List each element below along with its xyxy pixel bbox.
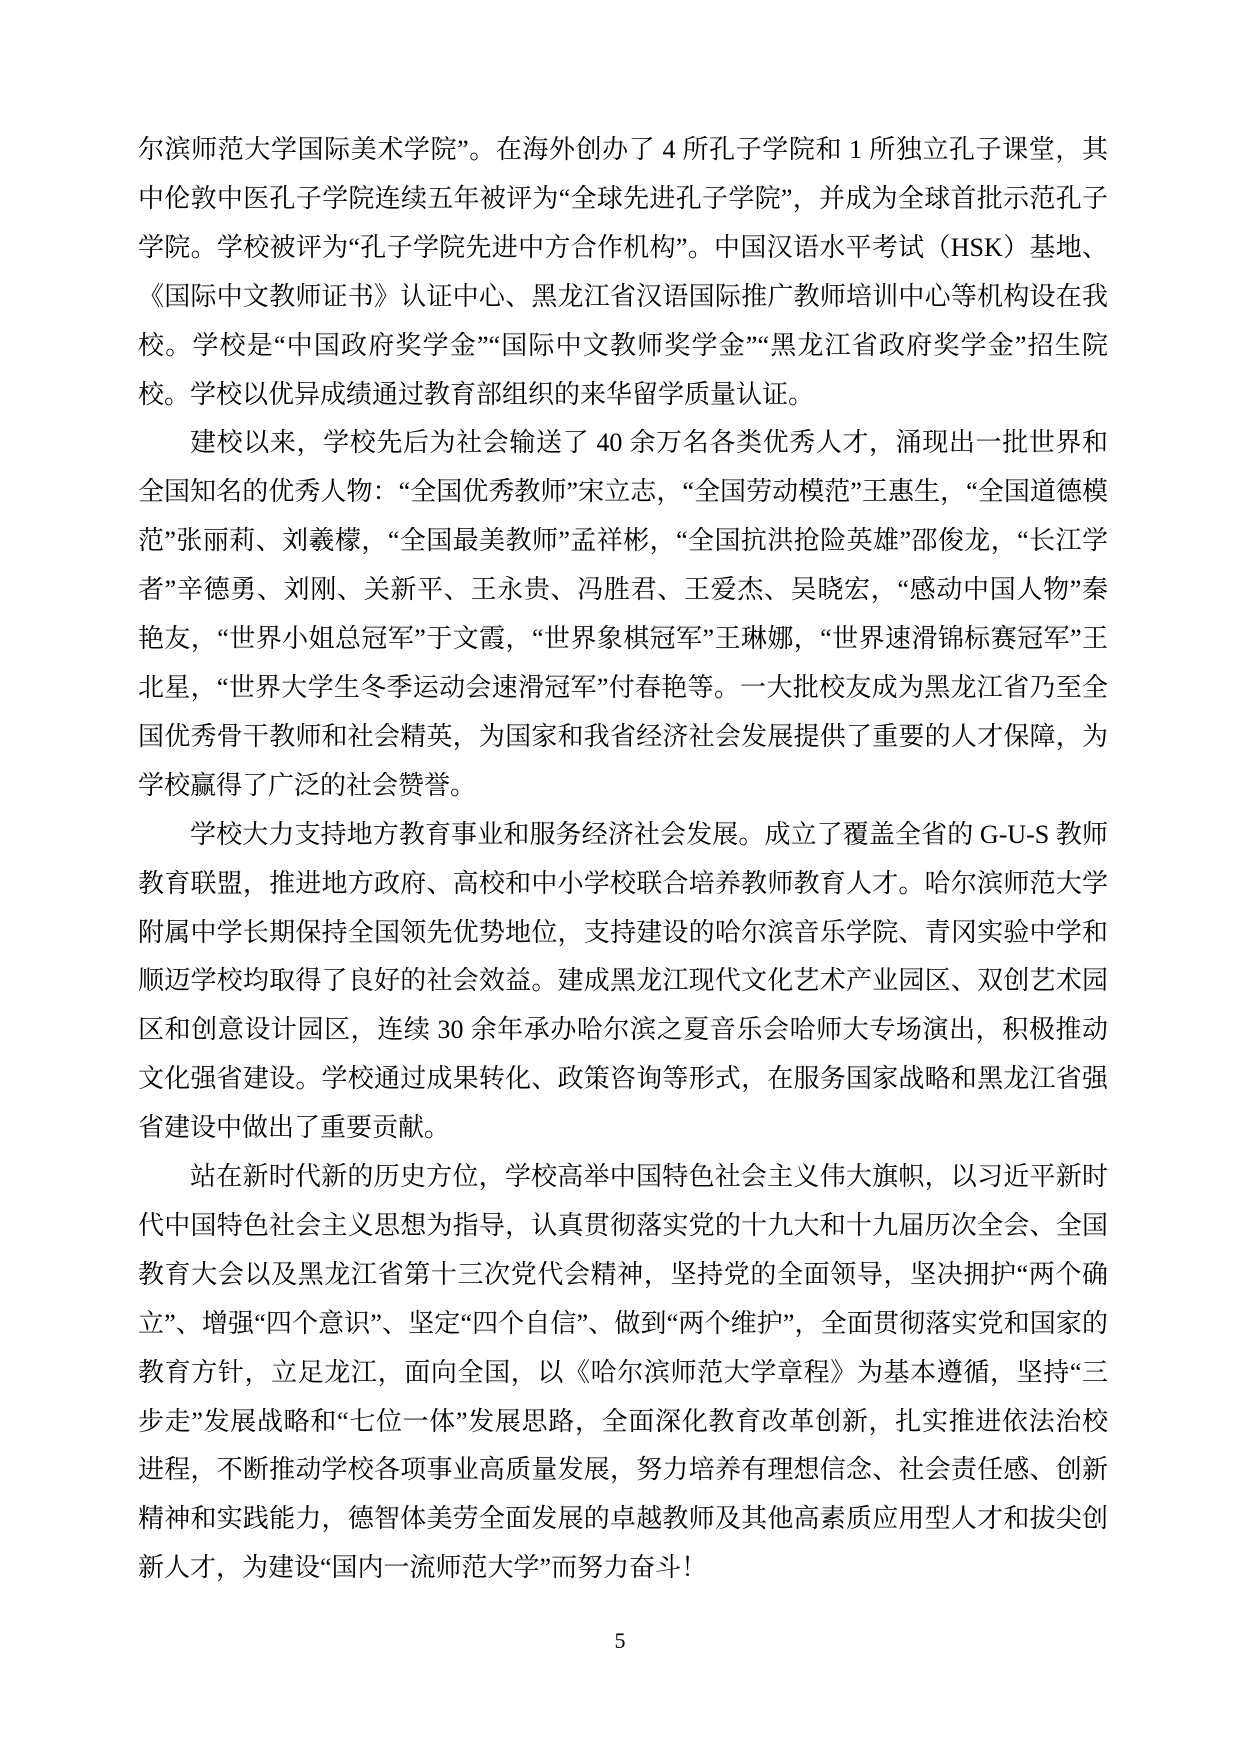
document-body [138,126,1108,1593]
paragraph-2: 建校以来，学校先后为社会输送了 40 余万名各类优秀人才，涌现出一批世界和全国知名的优秀人物：“全国优秀教师”宋立志，“全国劳动模范”王惠生，“全国道德模范”张丽莉、刘羲檬，“全国最美教师”孟祥彬，“全国抗洪抢险英雄”邵俊龙，“长江学者”辛德勇、刘刚、关新平、王永贵、冯胜君、王爱杰、吴晓宏，“感动中国人物”秦艳友，“世界小姐总冠军”于文霞，“世界象棋冠军”王琳娜，“世界速滑锦标赛冠军”王北星，“世界大学生冬季运动会速滑冠军”付春艳等。一大批校友成为黑龙江省乃至全国优秀骨干教师和社会精英，为国家和我省经济社会发展提供了重要的人才保障，为学校赢得了广泛的社会赞誉。 [138,428,1108,800]
page-number: 5 [614,1628,626,1653]
paragraph-1: 尔滨师范大学国际美术学院”。在海外创办了 4 所孔子学院和 1 所独立孔子课堂，其中伦敦中医孔子学院连续五年被评为“全球先进孔子学院”，并成为全球首批示范孔子学院。学校被评为“孔子学院先进中方合作机构”。中国汉语水平考试（HSK）基地、《国际中文教师证书》认证中心、黑龙江省汉语国际推广教师培训中心等机构设在我校。学校是“中国政府奖学金”“国际中文教师奖学金”“黑龙江省政府奖学金”招生院校。学校以优异成绩通过教育部组织的来华留学质量认证。 [138,135,1109,409]
paragraph-3: 学校大力支持地方教育事业和服务经济社会发展。成立了覆盖全省的 G-U-S 教师教育联盟，推进地方政府、高校和中小学校联合培养教师教育人才。哈尔滨师范大学附属中学长期保持全国领先优势地位，支持建设的哈尔滨音乐学院、青冈实验中学和顺迈学校均取得了良好的社会效益。建成黑龙江现代文化艺术产业园区、双创艺术园区和创意设计园区，连续 30 余年承办哈尔滨之夏音乐会哈师大专场演出，积极推动文化强省建设。学校通过成果转化、政策咨询等形式，在服务国家战略和黑龙江省强省建设中做出了重要贡献。 [138,819,1108,1143]
paragraph-4: 站在新时代新的历史方位，学校高举中国特色社会主义伟大旗帜，以习近平新时代中国特色社会主义思想为指导，认真贯彻落实党的十九大和十九届历次全会、全国教育大会以及黑龙江省第十三次党代会精神，坚持党的全面领导，坚决拥护“两个确立”、增强“四个意识”、坚定“四个自信”、做到“两个维护”，全面贯彻落实党和国家的教育方针，立足龙江，面向全国，以《哈尔滨师范大学章程》为基本遵循，坚持“三步走”发展战略和“七位一体”发展思路，全面深化教育改革创新，扎实推进依法治校进程，不断推动学校各项事业高质量发展，努力培养有理想信念、社会责任感、创新精神和实践能力，德智体美劳全面发展的卓越教师及其他高素质应用型人才和拔尖创新人才，为建设“国内一流师范大学”而努力奋斗！ [138,1162,1108,1583]
